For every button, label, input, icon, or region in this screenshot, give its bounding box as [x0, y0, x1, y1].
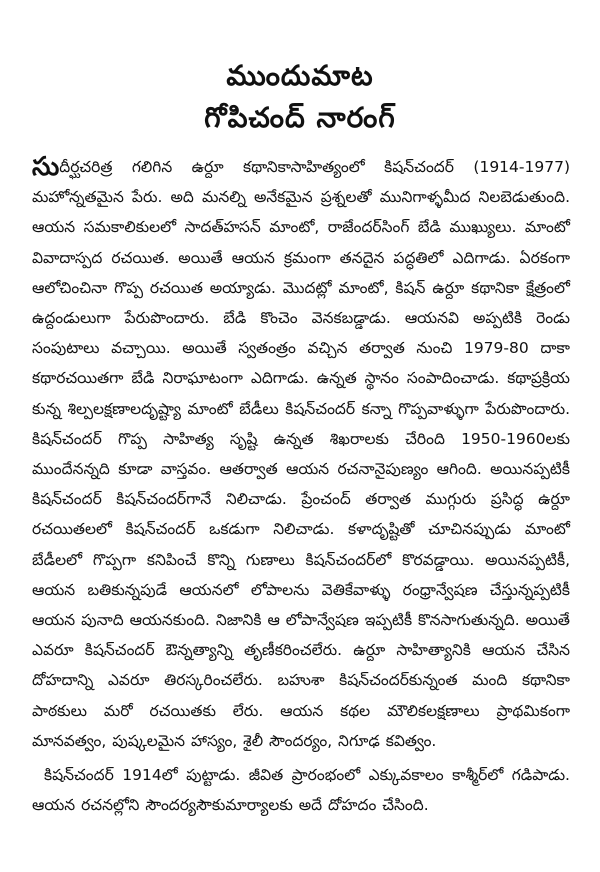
body-text: [32, 152, 570, 820]
page-title: ముందుమాట: [226, 59, 374, 92]
paragraph-1: [32, 152, 570, 756]
author-name: గోపిచంద్ నారంగ్: [204, 101, 396, 134]
paragraph-2: కిషన్‌చందర్ 1914లో పుట్టాడు. జీవిత ప్రారంభంలో ఎక్కువకాలం కాశ్మీర్‌లో గడిపాడు. ఆయన రచనల్లోని సౌందర్యసౌకుమార్యాలకు అదే దోహదం చేసింది.: [32, 766, 570, 815]
paragraph-1-text: దీర్ఘచరిత్ర గలిగిన ఉర్దూ కథానికాసాహిత్యంలో కిషన్‌చందర్ (1914-1977) మహోన్నతమైన పేరు. అది మనల్ని అనేకమైన ప్రశ్నలతో మునిగాళ్ళమీద నిలబెడుతుంది. ఆయన సమకాలికులలో సాదత్‌హసన్ మాంటో, రాజేందర్‌సింగ్ బేడి ముఖ్యులు. మాంటో వివాదాస్పద రచయిత. అయితే ఆయన క్రమంగా తనదైన పద్ధతిలో ఎదిగాడు. ఏరకంగా ఆలోచించినా గొప్ప రచయిత అయ్యాడు. మొదట్లో మాంటో, కిషన్ ఉర్దూ కథానికా క్షేత్రంలో ఉద్దండులుగా పేరుపొందారు. బేడి కొంచెం వెనకబడ్డాడు. ఆయనవి అప్పటికి రెండు సంపుటాలు వచ్చాయి. అయితే స్వతంత్రం వచ్చిన తర్వాత నుంచి 1979-80 దాకా కథారచయితగా బేడి నిరాఘాటంగా ఎదిగాడు. ఉన్నత స్థానం సంపాదించాడు. కథాప్రక్రియ కున్న శిల్పలక్షణాలదృష్ట్యా మాంటో బేడీలు కిషన్‌చందర్ కన్నా గొప్పవాళ్ళుగా పేరుపొందారు. కిషన్‌చందర్ గొప్ప సాహిత్య సృష్టి ఉన్నత శిఖరాలకు చేరింది 1950-1960లకు ముందేనన్నది కూడా వాస్తవం. ఆతర్వాత ఆయన రచనానైపుణ్యం ఆగింది. అయినప్పటికీ కిషన్‌చందర్ కిషన్‌చందర్‌గానే నిలిచాడు. ప్రేంచంద్ తర్వాత ముగ్గురు ప్రసిద్ధ ఉర్దూ రచయితలలో కిషన్‌చందర్ ఒకడుగా నిలిచాడు. కళాదృష్టితో చూచినప్పుడు మాంటో బేడీలలో గొప్పగా కనిపించే కొన్ని గుణాలు కిషన్‌చందర్‌లో కొరవడ్డాయి. అయినప్పటికీ, ఆయన బతికున్నపుడే ఆయనలో లోపాలను వెతికేవాళ్ళు రంధ్రాన్వేషణ చేస్తున్నప్పటికీ ఆయన పునాది ఆయనకుంది. నిజానికి ఆ లోపాన్వేషణ ఇప్పటికీ కొనసాగుతున్నది. అయితే ఎవరూ కిషన్‌చందర్ ఔన్నత్యాన్ని తృణీకరించలేరు. ఉర్దూ సాహిత్యానికి ఆయన చేసిన దోహదాన్ని ఎవరూ తిరస్కరించలేరు. బహుశా కిషన్‌చందర్‌కున్నంత మంది కథానికా పాఠకులు మరో రచయితకు లేరు. ఆయన కథల మౌలికలక్షణాలు ప్రాథమికంగా మానవత్వం, పుష్కలమైన హాస్యం, శైలీ సౌందర్యం, నిగూఢ కవిత్వం.: [32, 158, 570, 750]
drop-cap: సు: [32, 152, 60, 182]
